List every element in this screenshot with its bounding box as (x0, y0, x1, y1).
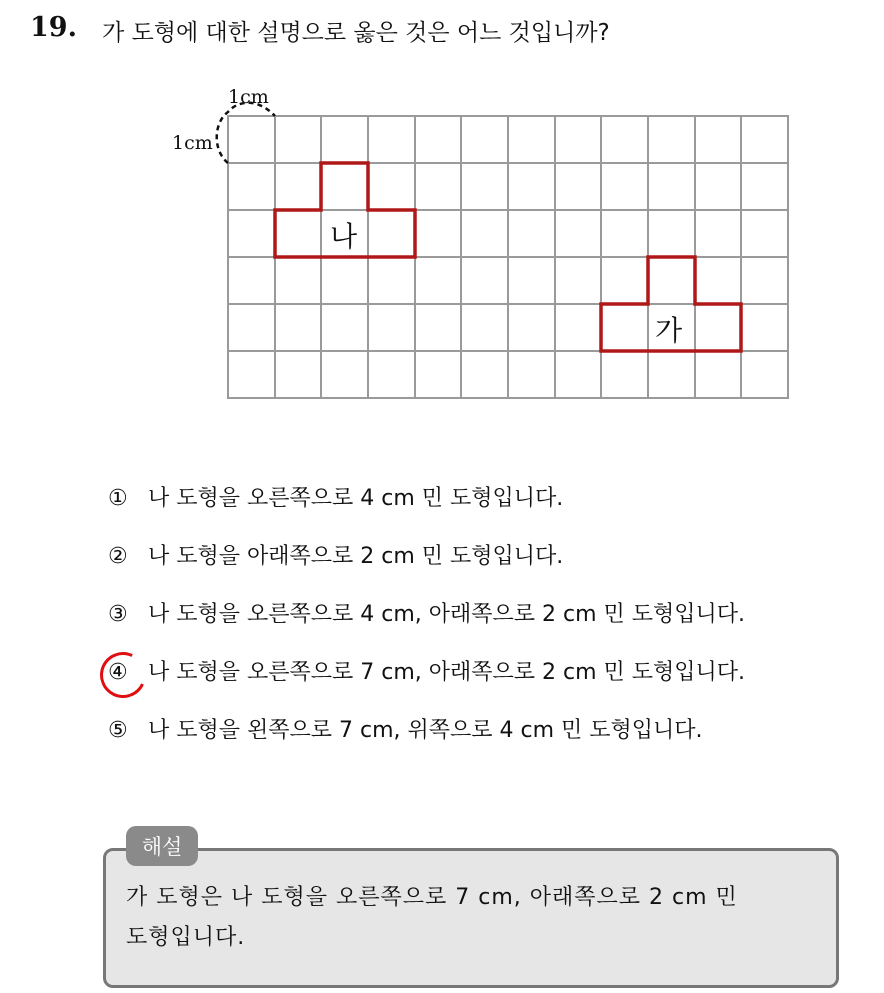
choice-text: 나 도형을 아래쪽으로 2 cm 민 도형입니다. (148, 544, 564, 569)
choice-text: 나 도형을 오른쪽으로 4 cm 민 도형입니다. (148, 486, 564, 511)
choice-2[interactable] (108, 540, 745, 598)
choice-text: 나 도형을 오른쪽으로 4 cm, 아래쪽으로 2 cm 민 도형입니다. (148, 602, 746, 627)
choice-4[interactable] (108, 656, 745, 714)
choice-3[interactable] (108, 598, 745, 656)
unit-arc-dashed (217, 103, 275, 163)
choice-number: ③ (108, 602, 128, 627)
unit-label-top: 1cm (228, 86, 269, 108)
choice-5[interactable] (108, 714, 745, 772)
question-number: 19. (30, 12, 77, 43)
choice-number: ⑤ (108, 718, 128, 743)
unit-label-side: 1cm (172, 132, 213, 154)
grid-figure (0, 0, 884, 420)
choice-number: ④ (108, 660, 128, 685)
shape-ga-label: 가 (655, 314, 683, 347)
choice-1[interactable] (108, 482, 745, 540)
explanation-line-2: 도형입니다. (126, 925, 246, 950)
choice-number: ① (108, 486, 128, 511)
explanation-tag: 해설 (126, 826, 198, 866)
choice-list (108, 482, 745, 772)
shape-na-label: 나 (330, 220, 358, 253)
choice-number: ② (108, 544, 128, 569)
explanation-line-1: 가 도형은 나 도형을 오른쪽으로 7 cm, 아래쪽으로 2 cm 민 (126, 885, 738, 910)
explanation-text (126, 878, 826, 958)
choice-text: 나 도형을 왼쪽으로 7 cm, 위쪽으로 4 cm 민 도형입니다. (148, 718, 703, 743)
choice-text: 나 도형을 오른쪽으로 7 cm, 아래쪽으로 2 cm 민 도형입니다. (148, 660, 746, 685)
question-text: 가 도형에 대한 설명으로 옳은 것은 어느 것입니까? (102, 20, 610, 46)
